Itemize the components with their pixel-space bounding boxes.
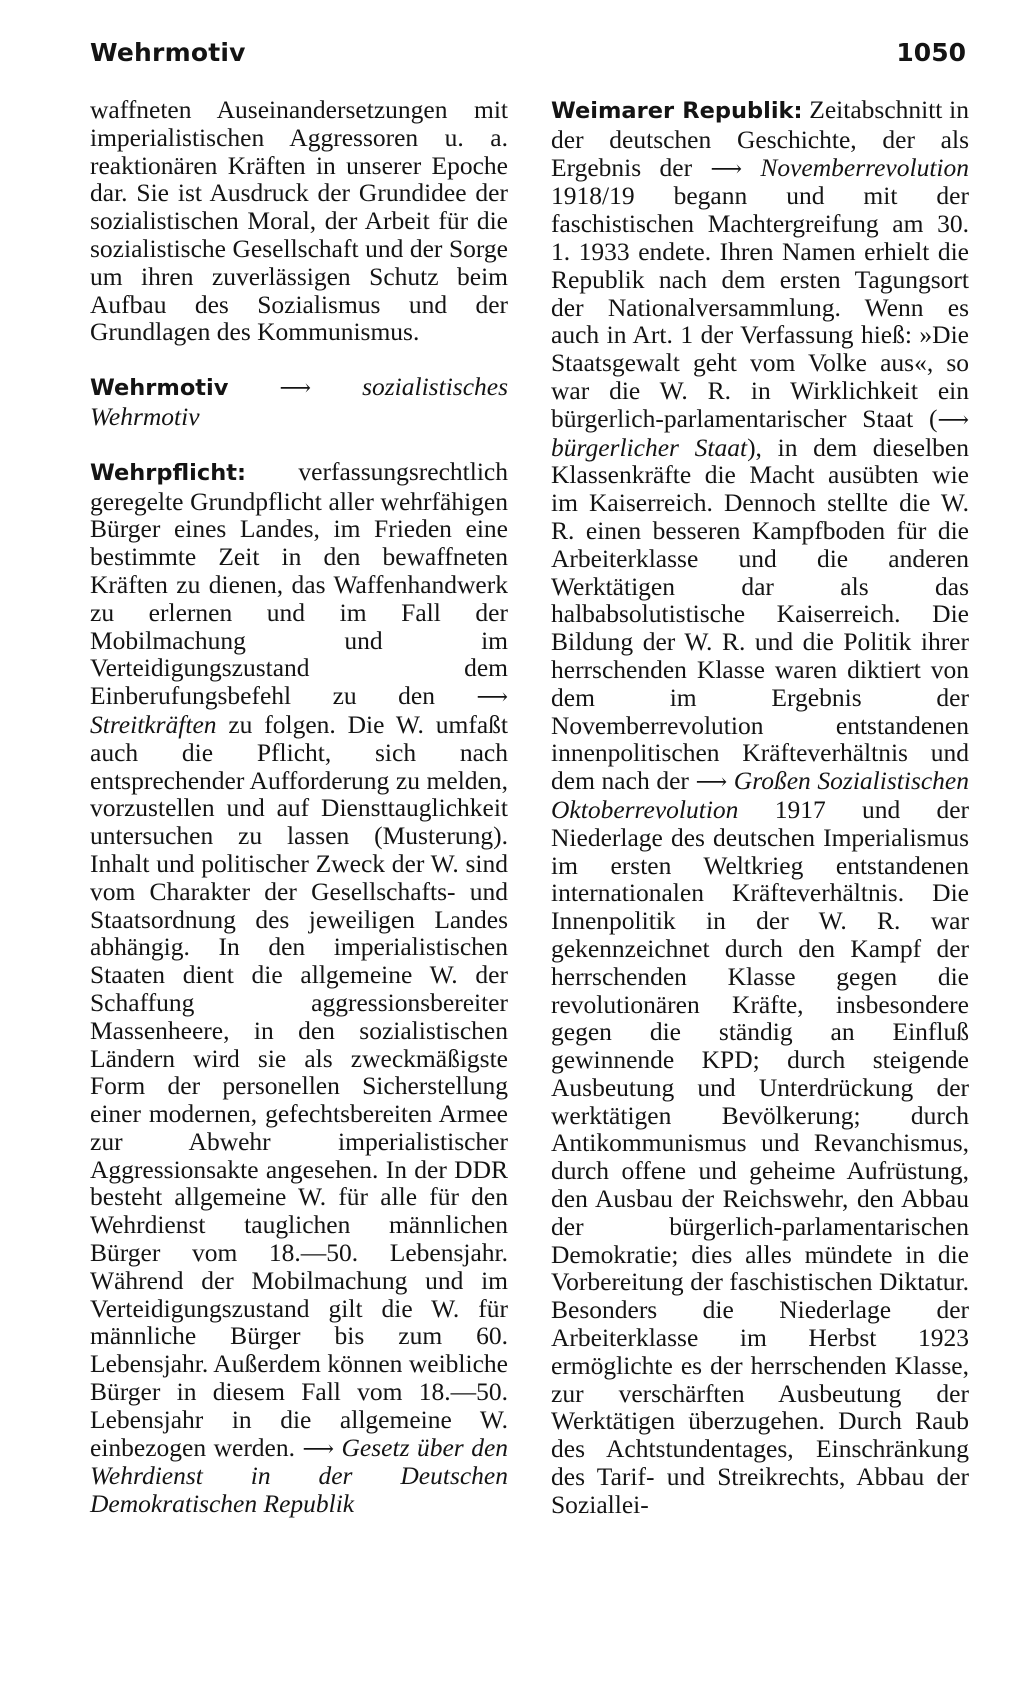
entry-text: ), in dem dieselben Klassenkräfte die Macht ausübten wie im Kaiserreich. Dennoch stellte die W. R. einen besseren Kampfboden für die Arbeiterklasse und die anderen Werktätigen dar als das halbabsolutistische Kaiserreich. Die Bildung der W. R. und die Politik ihrer herrschenden Klasse waren diktiert von dem im Ergebnis der Novemberrevolution entstandenen innenpolitischen Kräfteverhältnis und dem nach der (551, 432, 970, 796)
entry-text: 1918/19 begann und mit der faschistischen Machtergreifung am 30. 1. 1933 endete. Ihren Namen erhielt die Republik nach dem ersten Tagungsort der Nationalversammlung. Wenn es auch in Art. 1 der Verfassung hieß: »Die Staatsgewalt geht vom Volke aus«, so war die W. R. in Wirklichkeit ein bürgerlich-parlamentarischer Staat ( (551, 181, 969, 433)
cross-reference-arrow-icon: ⟶ (710, 155, 742, 181)
cross-reference-arrow-icon: ⟶ (279, 375, 312, 401)
entry-text: 1917 und der Niederlage des deutschen Imperialismus im ersten Weltkrieg entstandenen internationalen Kräfteverhältnis. Die Innenpolitik in der W. R. war gekennzeichnet durch den Kampf der herrschenden Klasse gegen die revolutionären Kräfte, insbesondere gegen die ständig an Einfluß gewinnende KPD; durch steigende Ausbeutung und Unterdrückung der werktätigen Bevölkerung; durch Antikommunismus und Revanchismus, durch offene und geheime Aufrüstung, den Ausbau der Reichswehr, den Abbau der bürgerlich-parlamentarischen Demokratie; dies alles mündete in die Vorbereitung der faschistischen Diktatur. Besonders die Niederlage der Arbeiterklasse im Herbst 1923 ermöglichte es der herrschenden Klasse, zur verschärften Ausbeutung der Werktätigen überzugehen. Durch Raub des Achtstundentages, Einschränkung des Tarif- und Streikrechts, Abbau der Soziallei- (551, 794, 969, 1519)
entry-wehrmotiv (90, 373, 508, 431)
continued-paragraph: waffneten Auseinandersetzungen mit imperialistischen Aggressoren u. a. reaktionären Kräften in unserer Epoche dar. Sie ist Ausdruck der Grundidee der sozialistischen Moral, der Arbeit für die sozialistische Gesellschaft und der Sorge um ihren zuverlässigen Schutz beim Aufbau des Sozialismus und der Grundlagen des Kommunismus. (90, 95, 508, 347)
entry-text: Zeitabschnitt in der deutschen Geschichte, der als Ergebnis der (551, 95, 969, 182)
cross-reference-arrow-icon: ⟶ (476, 684, 508, 710)
entry-text: zu folgen. Die W. umfaßt auch die Pflicht, sich nach entsprechender Aufforderung zu melden, vorzustellen und auf Diensttauglichkeit untersuchen zu lassen (Musterung). Inhalt und politischer Zweck der W. sind vom Charakter der Gesellschafts- und Staatsordnung des jeweiligen Landes abhängig. In den imperialistischen Staaten dient die allgemeine W. der Schaffung aggressionsbereiter Massenheere, in den sozialistischen Ländern wird sie als zweckmäßigste Form der personellen Sicherstellung einer modernen, gefechtsbereiten Armee zur Abwehr imperialistischer Aggressionsakte angesehen. In der DDR besteht allgemeine W. für alle für den Wehrdienst tauglichen männlichen Bürger vom 18.—50. Lebensjahr. Während der Mobilmachung und im Verteidigungszustand gilt die W. für männliche Bürger bis zum 60. Lebensjahr. Außerdem können weibliche Bürger in diesem Fall vom 18.—50. Lebensjahr in die allgemeine W. einbezogen werden. (90, 709, 508, 1462)
entry-wehrpflicht (90, 458, 508, 1518)
cross-reference: sozialistisches Wehrmotiv (90, 372, 509, 431)
cross-reference: Gesetz über den Wehrdienst in der Deutschen Demokratischen Republik (90, 1432, 509, 1519)
page-header (90, 38, 966, 78)
cross-reference: Großen Sozialistischen Oktoberrevolution (551, 766, 969, 824)
page-number: 1050 (896, 38, 966, 67)
running-head: Wehrmotiv (90, 38, 246, 67)
cross-reference-arrow-icon: ⟶ (695, 769, 728, 795)
cross-reference: Novemberrevolution (760, 152, 969, 182)
entry-head: Weimarer Republik: (551, 98, 803, 124)
left-column (90, 96, 508, 1518)
entry-head: Wehrpflicht: (90, 459, 246, 486)
entry-head: Wehrmotiv (90, 375, 229, 402)
cross-reference: bürgerlicher Staat (551, 432, 748, 462)
cross-reference-arrow-icon: ⟶ (937, 406, 969, 432)
entry-weimarer-republik (551, 96, 969, 1519)
entry-text: verfassungsrechtlich geregelte Grundpflicht aller wehrfähigen Bürger eines Landes, im Frieden eine bestimmte Zeit in den bewaffneten Kräften zu dienen, das Waffenhandwerk zu erlernen und im Fall der Mobilmachung und im Verteidigungszustand dem Einberufungsbefehl zu den (90, 456, 508, 711)
right-column (551, 96, 969, 1519)
cross-reference: Streitkräften (90, 709, 217, 739)
cross-reference-arrow-icon: ⟶ (302, 1435, 335, 1461)
